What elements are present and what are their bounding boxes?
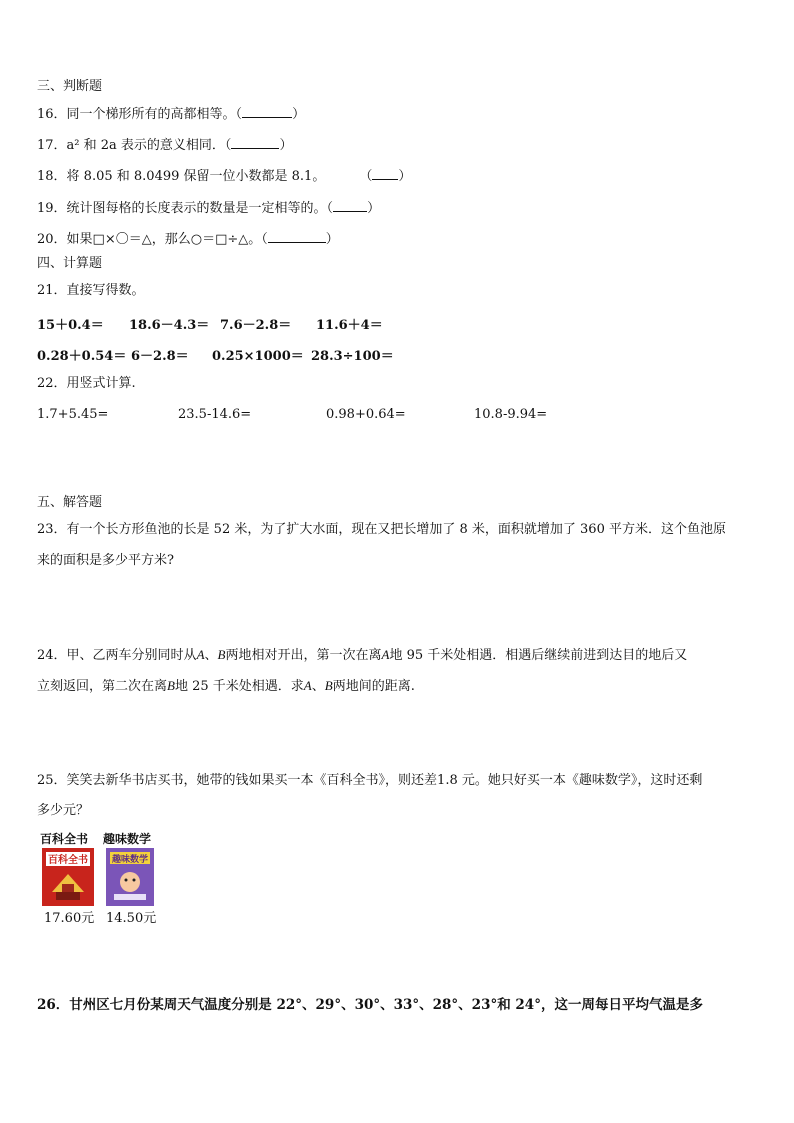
question-16: 16．同一个梯形所有的高都相等。（ ） xyxy=(37,107,306,122)
section-heading-word-problems: 五、解答题 xyxy=(37,495,103,510)
question-number: 18． xyxy=(37,169,67,184)
question-text: 同一个梯形所有的高都相等。（ xyxy=(66,107,243,122)
question-number: 19． xyxy=(37,201,67,216)
answer-blank[interactable] xyxy=(372,167,398,180)
calc-item: 28.3÷100＝ xyxy=(311,349,394,364)
vertical-calc-item: 1.7+5.45= xyxy=(37,407,109,422)
question-26 xyxy=(37,997,703,1013)
question-text: 有一个长方形鱼池的长是 52 米，为了扩大水面，现在又把长增加了 8 米，面积就增加了 360 平方米．这个鱼池原 xyxy=(66,522,726,537)
question-text: a² 和 2a 表示的意义相同．（ xyxy=(66,138,232,153)
book-cover-fun-math-image xyxy=(106,848,154,906)
answer-blank[interactable] xyxy=(242,105,292,118)
question-22 xyxy=(37,376,136,392)
answer-blank[interactable] xyxy=(268,230,326,243)
book-title-fun-math: 趣味数学 xyxy=(103,832,152,846)
calc-item: 15＋0.4＝ xyxy=(37,318,104,333)
question-number: 25． xyxy=(37,773,67,788)
calc-item: 0.25×1000＝ xyxy=(212,349,304,364)
question-text: 用竖式计算. xyxy=(66,376,136,391)
vertical-calc-item: 23.5-14.6= xyxy=(178,407,252,422)
book-price-fun-math: 14.50元 xyxy=(106,911,157,926)
calc-item: 6－2.8＝ xyxy=(131,349,189,364)
question-24-line1: 24．甲、乙两车分别同时从A、B两地相对开出，第一次在离A地 95 千米处相遇．相遇后继续前进到达目的地后又 xyxy=(37,647,688,663)
question-25-line2: 多少元？ xyxy=(37,803,90,818)
question-text: 如果□×〇＝△，那么○＝□÷△。（ xyxy=(66,232,268,247)
cover-text: 趣味数学 xyxy=(111,855,149,865)
question-text: 将 8.05 和 8.0499 保留一位小数都是 8.1。 xyxy=(66,169,326,184)
calc-item: 18.6－4.3＝ xyxy=(129,318,210,333)
question-number: 16． xyxy=(37,107,67,122)
book-price-encyclopedia: 17.60元 xyxy=(44,911,95,926)
question-20: 20．如果□×〇＝△，那么○＝□÷△。（ ） xyxy=(37,232,339,247)
section-heading-calculation: 四、计算题 xyxy=(37,256,103,271)
question-23-line2: 来的面积是多少平方米? xyxy=(37,553,174,568)
question-number: 21． xyxy=(37,283,67,298)
vertical-calc-item: 10.8-9.94= xyxy=(474,407,548,422)
question-text: 直接写得数。 xyxy=(66,283,145,298)
question-25-line1 xyxy=(37,773,702,789)
question-number: 24． xyxy=(37,648,67,663)
question-18: 18．将 8.05 和 8.0499 保留一位小数都是 8.1。 （ ） xyxy=(37,169,412,184)
question-21 xyxy=(37,283,145,299)
question-number: 23． xyxy=(37,522,67,537)
question-text: 统计图每格的长度表示的数量是一定相等的。（ xyxy=(66,201,334,216)
calc-item: 0.28＋0.54＝ xyxy=(37,349,127,364)
question-number: 17． xyxy=(37,138,67,153)
calc-item: 7.6－2.8＝ xyxy=(220,318,292,333)
question-number: 26． xyxy=(37,997,70,1013)
cover-text: 百科全书 xyxy=(48,855,88,866)
answer-blank[interactable] xyxy=(231,136,279,149)
answer-blank[interactable] xyxy=(333,199,367,212)
vertical-calc-item: 0.98+0.64= xyxy=(326,407,406,422)
question-24-line2: 立刻返回，第二次在离B地 25 千米处相遇．求A、B两地间的距离. xyxy=(37,678,415,694)
question-number: 20． xyxy=(37,232,67,247)
question-text: 笑笑去新华书店买书，她带的钱如果买一本《百科全书》，则还差1.8 元。她只好买一本《趣味数学》，这时还剩 xyxy=(66,773,703,788)
section-heading-judgment: 三、判断题 xyxy=(37,79,103,94)
book-title-encyclopedia: 百科全书 xyxy=(40,832,89,846)
question-17: 17．a² 和 2a 表示的意义相同．（ ） xyxy=(37,138,293,153)
book-cover-encyclopedia-image xyxy=(42,848,94,906)
question-23-line1 xyxy=(37,522,726,538)
question-text: 甘州区七月份某周天气温度分别是 22°、29°、30°、33°、28°、23°和 24°，这一周每日平均气温是多 xyxy=(69,997,703,1013)
question-number: 22． xyxy=(37,376,67,391)
question-19: 19．统计图每格的长度表示的数量是一定相等的。（ ） xyxy=(37,201,381,216)
calc-item: 11.6＋4＝ xyxy=(316,318,383,333)
